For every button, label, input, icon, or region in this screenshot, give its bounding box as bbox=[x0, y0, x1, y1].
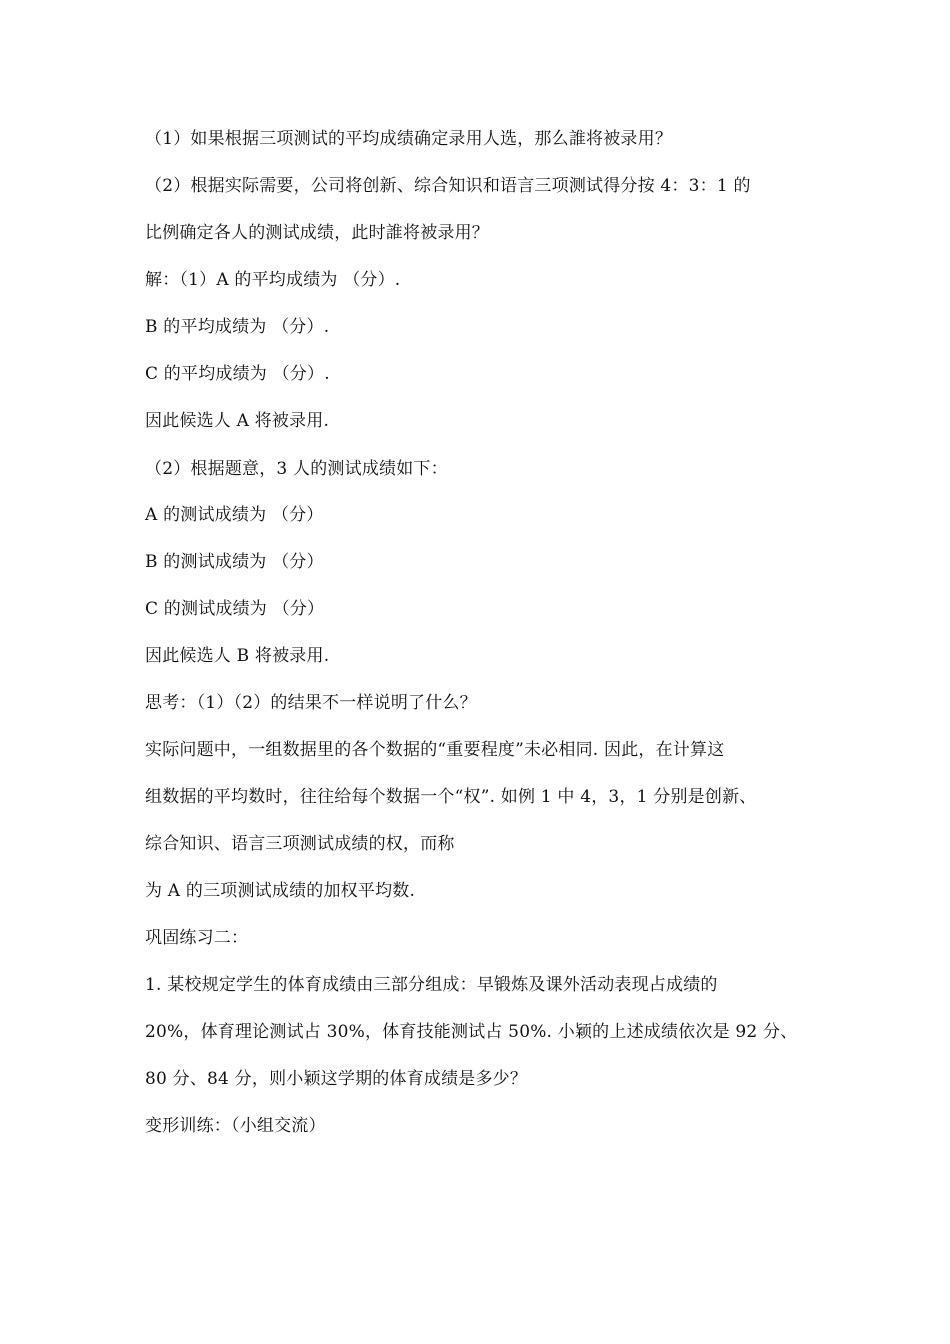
solution-c-weighted: C 的测试成绩为 （分） bbox=[145, 599, 325, 619]
explanation-line-4: 为 A 的三项测试成绩的加权平均数. bbox=[145, 881, 416, 901]
solution-b-weighted: B 的测试成绩为 （分） bbox=[145, 552, 324, 572]
solution-c-average: C 的平均成绩为 （分）. bbox=[145, 364, 330, 384]
solution-part-2-intro: （2）根据题意，3 人的测试成绩如下： bbox=[145, 459, 448, 479]
practice-heading: 巩固练习二： bbox=[145, 928, 249, 948]
solution-conclusion-2: 因此候选人 B 将被录用. bbox=[145, 646, 330, 666]
explanation-line-3: 综合知识、语言三项测试成绩的权，而称 bbox=[145, 834, 455, 854]
explanation-line-1: 实际问题中，一组数据里的各个数据的“重要程度”未必相同. 因此，在计算这 bbox=[145, 740, 725, 760]
solution-heading: 解：（1）A 的平均成绩为 （分）. bbox=[145, 270, 401, 290]
solution-b-average: B 的平均成绩为 （分）. bbox=[145, 317, 330, 337]
variant-training-heading: 变形训练：（小组交流） bbox=[145, 1116, 326, 1136]
practice-question-line-1: 1. 某校规定学生的体育成绩由三部分组成：早锻炼及课外活动表现占成绩的 bbox=[145, 975, 718, 995]
practice-question-line-3: 80 分、84 分，则小颖这学期的体育成绩是多少？ bbox=[145, 1069, 528, 1089]
question-2-text-continued: 比例确定各人的测试成绩，此时誰将被录用？ bbox=[145, 223, 489, 243]
solution-a-weighted: A 的测试成绩为 （分） bbox=[145, 505, 324, 525]
solution-conclusion-1: 因此候选人 A 将被录用. bbox=[145, 411, 330, 431]
practice-question-line-2: 20%，体育理论测试占 30%，体育技能测试占 50%. 小颖的上述成绩依次是 92 分、 bbox=[145, 1022, 798, 1042]
question-2-text: （2）根据实际需要，公司将创新、综合知识和语言三项测试得分按 4：3：1 的 bbox=[145, 176, 751, 196]
explanation-line-2: 组数据的平均数时，往往给每个数据一个“权”. 如例 1 中 4，3，1 分别是创新、 bbox=[145, 787, 757, 807]
reflection-question: 思考：（1）（2）的结果不一样说明了什么？ bbox=[145, 693, 477, 713]
question-1-text: （1）如果根据三项测试的平均成绩确定录用人选，那么誰将被录用？ bbox=[145, 129, 673, 149]
